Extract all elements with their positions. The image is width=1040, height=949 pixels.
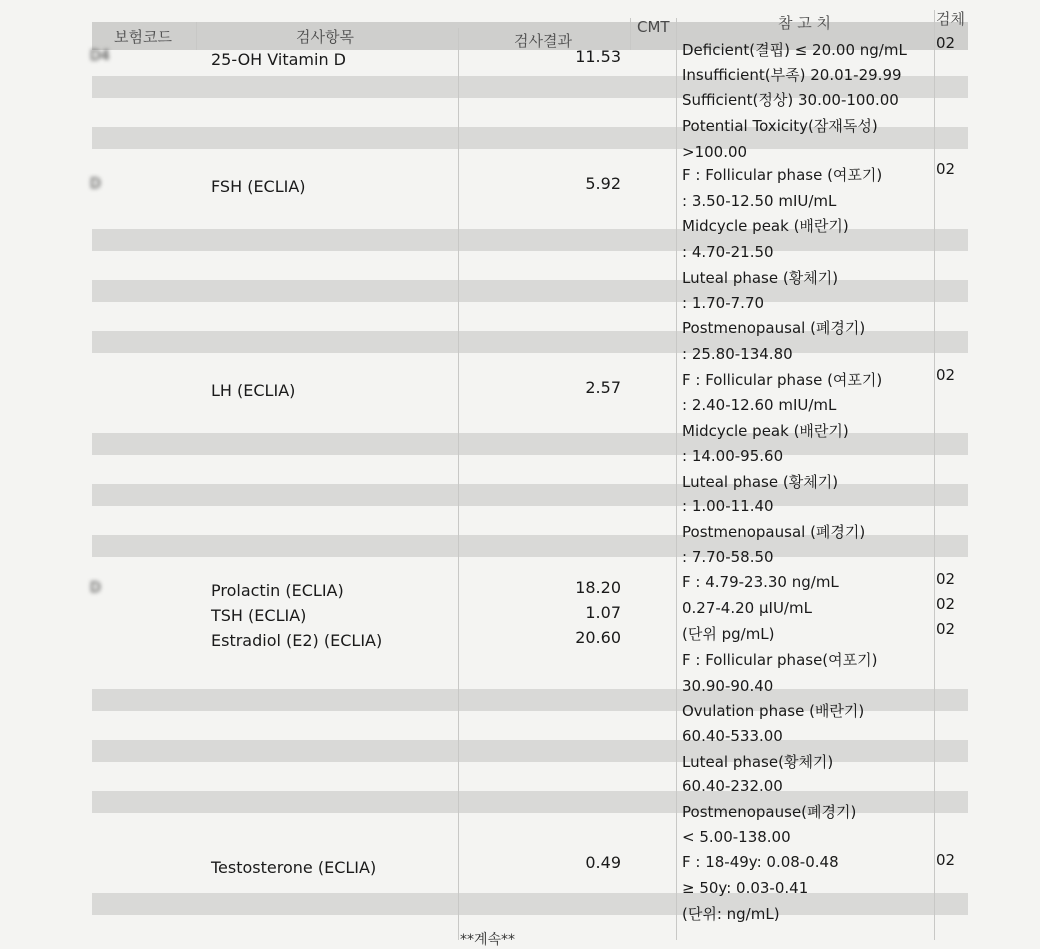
reference-line: Midcycle peak (배란기) xyxy=(682,422,849,440)
reference-line: 0.27-4.20 μIU/mL xyxy=(682,599,812,617)
test-item: TSH (ECLIA) xyxy=(211,606,307,625)
row-stripe xyxy=(92,740,968,762)
reference-line: F : Follicular phase (여포기) xyxy=(682,166,883,184)
column-divider xyxy=(458,28,459,940)
column-divider xyxy=(934,10,935,940)
column-divider xyxy=(196,22,197,50)
reference-line: : 4.70-21.50 xyxy=(682,243,774,261)
reference-line: 60.40-533.00 xyxy=(682,727,783,745)
header-ref: 참 고 치 xyxy=(778,14,832,32)
reference-line: Potential Toxicity(잠재독성) xyxy=(682,117,878,135)
insurance-code: D xyxy=(90,580,101,596)
reference-line: : 7.70-58.50 xyxy=(682,548,774,566)
row-stripe xyxy=(92,893,968,915)
test-result: 5.92 xyxy=(585,174,621,193)
reference-line: : 1.70-7.70 xyxy=(682,294,765,312)
reference-line: : 2.40-12.60 mIU/mL xyxy=(682,396,837,414)
header-result: 검사결과 xyxy=(514,32,572,50)
reference-line: : 3.50-12.50 mIU/mL xyxy=(682,192,837,210)
specimen-code: 02 xyxy=(936,34,956,52)
test-result: 11.53 xyxy=(575,47,621,66)
reference-line: Luteal phase (황체기) xyxy=(682,473,839,491)
insurance-code: D4 xyxy=(90,48,110,64)
reference-line: Deficient(결핍) ≤ 20.00 ng/mL xyxy=(682,41,907,59)
specimen-code: 02 xyxy=(936,620,956,638)
test-result: 2.57 xyxy=(585,378,621,397)
specimen-code: 02 xyxy=(936,851,956,869)
specimen-code: 02 xyxy=(936,160,956,178)
test-item: Prolactin (ECLIA) xyxy=(211,581,344,600)
reference-line: 60.40-232.00 xyxy=(682,777,783,795)
reference-line: Luteal phase (황체기) xyxy=(682,269,839,287)
reference-line: Sufficient(정상) 30.00-100.00 xyxy=(682,91,899,109)
reference-line: 30.90-90.40 xyxy=(682,677,774,695)
header-code: 보험코드 xyxy=(114,28,172,46)
reference-line: : 14.00-95.60 xyxy=(682,447,784,465)
header-cmt: CMT xyxy=(637,18,670,36)
column-divider xyxy=(676,18,677,940)
reference-line: (단위 pg/mL) xyxy=(682,625,775,643)
continued-note: **계속** xyxy=(460,932,516,948)
test-result: 0.49 xyxy=(585,853,621,872)
reference-line: ≥ 50y: 0.03-0.41 xyxy=(682,879,809,897)
header-item: 검사항목 xyxy=(296,28,354,46)
test-item: LH (ECLIA) xyxy=(211,381,296,400)
specimen-code: 02 xyxy=(936,570,956,588)
reference-line: : 1.00-11.40 xyxy=(682,497,774,515)
test-item: Testosterone (ECLIA) xyxy=(211,858,377,877)
reference-line: Postmenopausal (폐경기) xyxy=(682,523,866,541)
specimen-code: 02 xyxy=(936,595,956,613)
test-item: 25-OH Vitamin D xyxy=(211,50,346,69)
reference-line: F : Follicular phase(여포기) xyxy=(682,651,878,669)
reference-line: Ovulation phase (배란기) xyxy=(682,702,865,720)
reference-line: F : 4.79-23.30 ng/mL xyxy=(682,573,839,591)
test-item: FSH (ECLIA) xyxy=(211,177,306,196)
test-item: Estradiol (E2) (ECLIA) xyxy=(211,631,383,650)
reference-line: (단위: ng/mL) xyxy=(682,905,780,923)
test-result: 1.07 xyxy=(585,603,621,622)
insurance-code: D xyxy=(90,176,101,192)
specimen-code: 02 xyxy=(936,366,956,384)
column-divider xyxy=(630,18,631,50)
reference-line: Midcycle peak (배란기) xyxy=(682,217,849,235)
header-specimen: 검체 xyxy=(936,10,965,28)
reference-line: Postmenopausal (폐경기) xyxy=(682,319,866,337)
test-result: 20.60 xyxy=(575,628,621,647)
reference-line: F : 18-49y: 0.08-0.48 xyxy=(682,853,839,871)
reference-line: Luteal phase(황체기) xyxy=(682,753,834,771)
reference-line: F : Follicular phase (여포기) xyxy=(682,371,883,389)
test-result: 18.20 xyxy=(575,578,621,597)
reference-line: Insufficient(부족) 20.01-29.99 xyxy=(682,66,902,84)
reference-line: >100.00 xyxy=(682,143,748,161)
reference-line: < 5.00-138.00 xyxy=(682,828,791,846)
reference-line: : 25.80-134.80 xyxy=(682,345,793,363)
reference-line: Postmenopause(폐경기) xyxy=(682,803,857,821)
